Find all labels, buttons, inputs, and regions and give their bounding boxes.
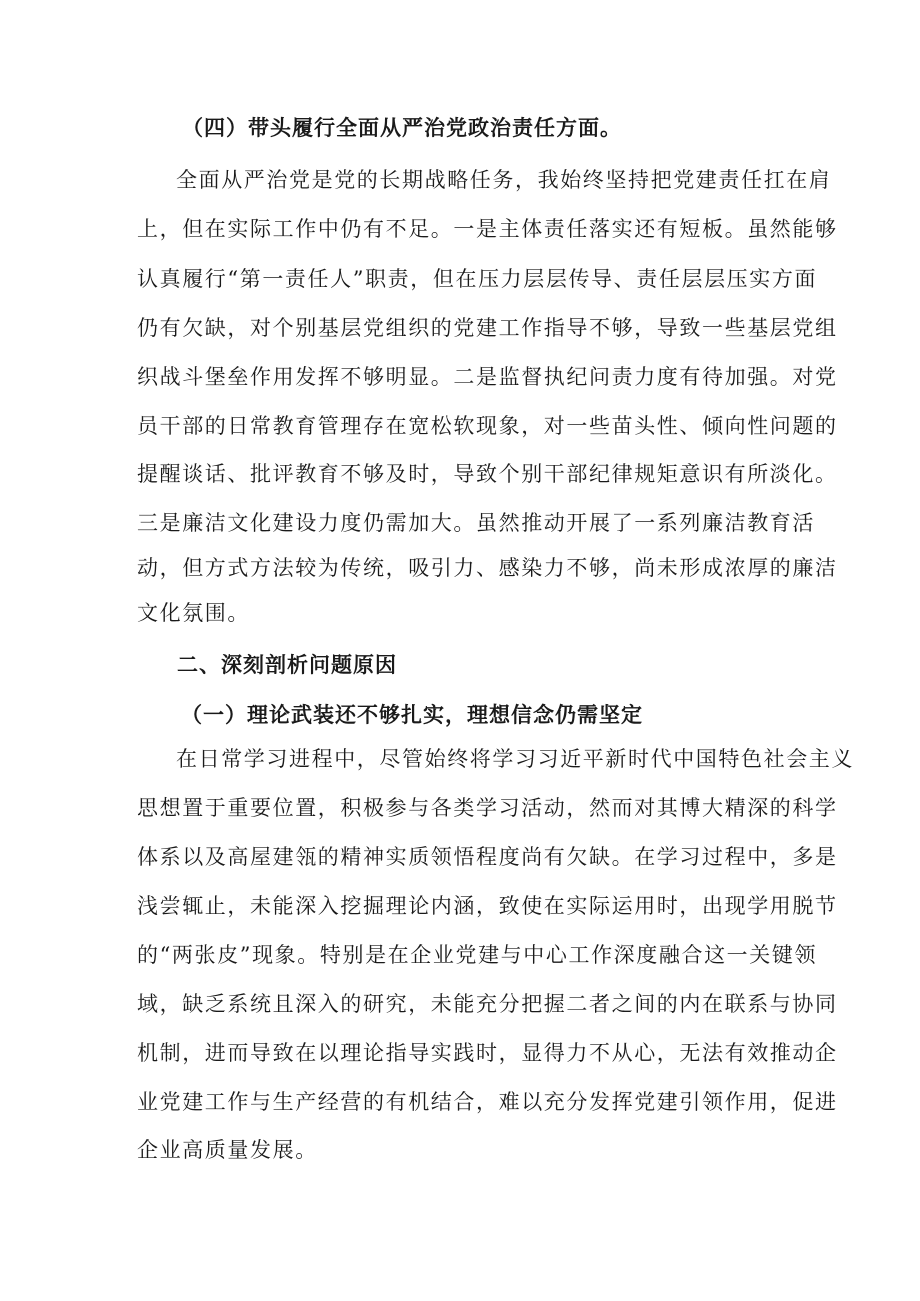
section4-line-2: 上，但在实际工作中仍有不足。一是主体责任落实还有短板。虽然能够 — [137, 217, 838, 241]
sub1-line-2: 思想置于重要位置，积极参与各类学习活动，然而对其博大精深的科学 — [137, 796, 838, 820]
section4-line-9: 动，但方式方法较为传统，吸引力、感染力不够，尚未形成浓厚的廉洁 — [137, 556, 838, 580]
sub1-line-9: 企业高质量发展。 — [137, 1138, 318, 1162]
sub1-line-6: 域，缺乏系统且深入的研究，未能充分把握二者之间的内在联系与协同 — [137, 992, 838, 1016]
section4-line-7: 提醒谈话、批评教育不够及时，导致个别干部纪律规矩意识有所淡化。 — [137, 462, 838, 486]
section4-line-10: 文化氛围。 — [137, 601, 250, 625]
section4-line-1: 全面从严治党是党的长期战略任务，我始终坚持把党建责任扛在肩 — [176, 168, 832, 192]
sub1-line-4: 浅尝辄止，未能深入挖掘理论内涵，致使在实际运用时，出现学用脱节 — [137, 894, 838, 918]
section4-line-3: 认真履行“第一责任人”职责，但在压力层层传导、责任层层压实方面 — [137, 267, 818, 291]
section4-line-6: 员干部的日常教育管理存在宽松软现象，对一些苗头性、倾向性问题的 — [137, 414, 838, 438]
sub1-heading: （一）理论武装还不够扎实，理想信念仍需坚定 — [181, 703, 643, 727]
part2-heading: 二、深刻剖析问题原因 — [177, 653, 397, 677]
sub1-line-8: 业党建工作与生产经营的有机结合，难以充分发挥党建引领作用，促进 — [137, 1090, 838, 1114]
sub1-line-1: 在日常学习进程中，尽管始终将学习习近平新时代中国特色社会主义 — [176, 747, 854, 771]
section4-line-5: 织战斗堡垒作用发挥不够明显。二是监督执纪问责力度有待加强。对党 — [137, 365, 838, 389]
section4-line-4: 仍有欠缺，对个别基层党组织的党建工作指导不够，导致一些基层党组 — [137, 316, 838, 340]
section4-heading: （四）带头履行全面从严治党政治责任方面。 — [182, 116, 622, 140]
sub1-line-3: 体系以及高屋建瓴的精神实质领悟程度尚有欠缺。在学习过程中，多是 — [137, 845, 838, 869]
section4-line-8: 三是廉洁文化建设力度仍需加大。虽然推动开展了一系列廉洁教育活 — [137, 511, 815, 535]
sub1-line-5: 的“两张皮”现象。特别是在企业党建与中心工作深度融合这一关键领 — [137, 943, 818, 967]
sub1-line-7: 机制，进而导致在以理论指导实践时，显得力不从心，无法有效推动企 — [137, 1041, 838, 1065]
